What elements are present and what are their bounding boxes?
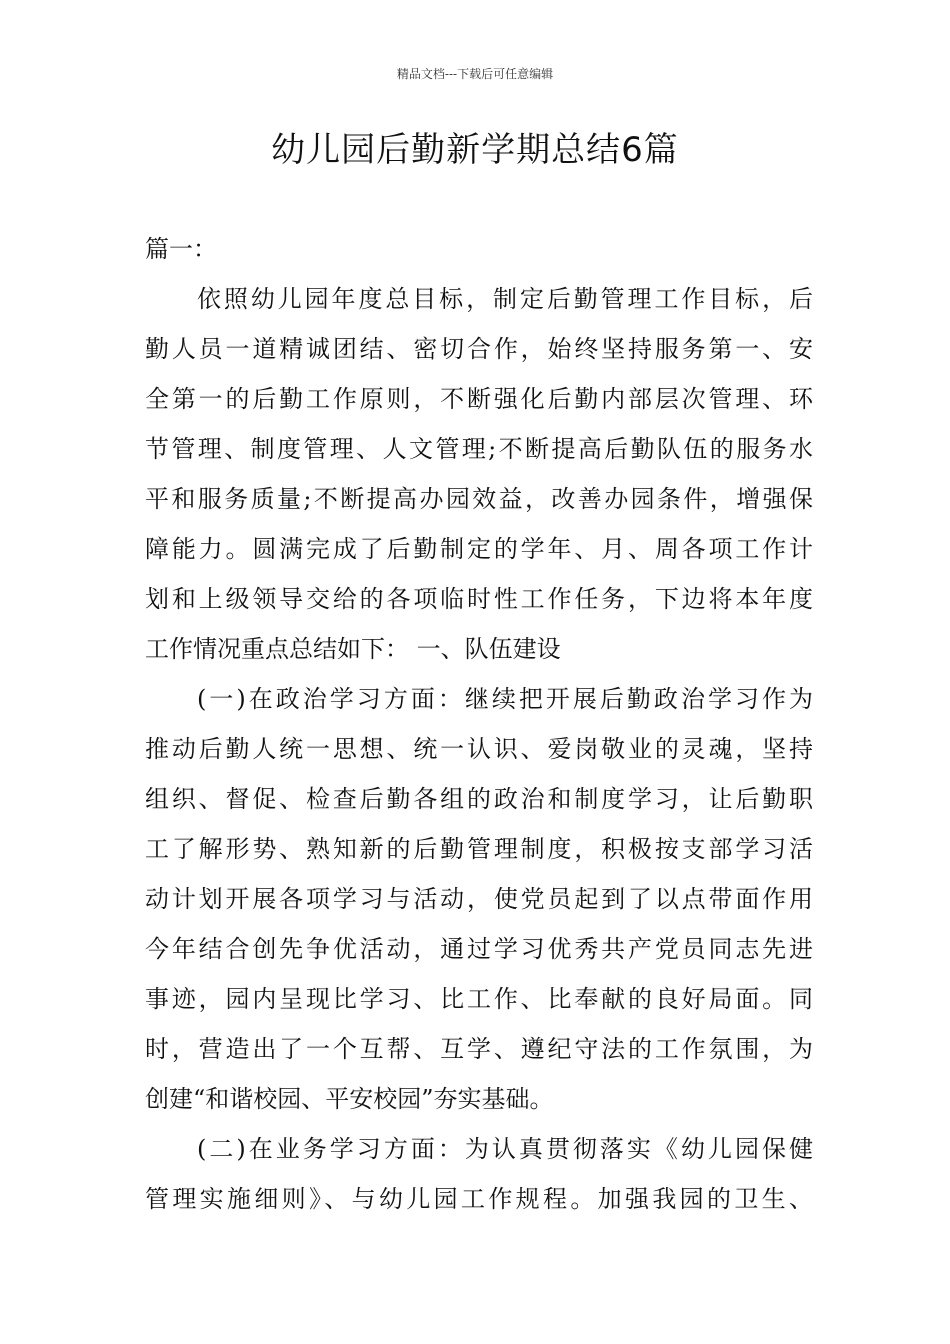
- paragraph-line: 事迹，园内呈现比学习、比工作、比奉献的良好局面。同: [145, 985, 813, 1013]
- paragraph-line: 依照幼儿园年度总目标，制定后勤管理工作目标，后: [197, 285, 813, 313]
- header-note: 精品文档---下载后可任意编辑: [396, 67, 554, 81]
- paragraph-line: 勤人员一道精诚团结、密切合作，始终坚持服务第一、安: [145, 335, 813, 363]
- paragraph-line: 今年结合创先争优活动，通过学习优秀共产党员同志先进: [145, 935, 813, 963]
- paragraph-line: 划和上级领导交给的各项临时性工作任务，下边将本年度: [145, 585, 813, 613]
- paragraph-line: 节管理、制度管理、人文管理;不断提高后勤队伍的服务水: [145, 435, 813, 463]
- paragraph-line: 全第一的后勤工作原则，不断强化后勤内部层次管理、环: [145, 385, 813, 413]
- paragraph-line: 工作情况重点总结如下： 一、队伍建设: [145, 635, 561, 663]
- paragraph-line: 动计划开展各项学习与活动，使党员起到了以点带面作用: [145, 885, 813, 913]
- paragraph-line: 障能力。圆满完成了后勤制定的学年、月、周各项工作计: [145, 535, 813, 563]
- paragraph-line: (一)在政治学习方面：继续把开展后勤政治学习作为: [197, 685, 813, 713]
- document-title: 幼儿园后勤新学期总结6篇: [271, 130, 679, 170]
- paragraph-1: [145, 274, 813, 674]
- paragraph-line: 管理实施细则》、与幼儿园工作规程。加强我园的卫生、: [145, 1185, 813, 1213]
- section-label: 篇一：: [145, 235, 217, 263]
- paragraph-line: 推动后勤人统一思想、统一认识、爱岗敬业的灵魂，坚持: [145, 735, 813, 763]
- paragraph-line: 创建“和谐校园、平安校园”夯实基础。: [145, 1085, 554, 1113]
- paragraph-line: 工了解形势、熟知新的后勤管理制度，积极按支部学习活: [145, 835, 813, 863]
- paragraph-2: [145, 674, 813, 1124]
- document-body: [145, 224, 813, 1224]
- paragraph-line: 平和服务质量;不断提高办园效益，改善办园条件，增强保: [145, 485, 813, 513]
- paragraph-line: (二)在业务学习方面：为认真贯彻落实《幼儿园保健: [197, 1135, 813, 1163]
- paragraph-line: 时，营造出了一个互帮、互学、遵纪守法的工作氛围，为: [145, 1035, 813, 1063]
- paragraph-3: [145, 1124, 813, 1224]
- paragraph-line: 组织、督促、检查后勤各组的政治和制度学习，让后勤职: [145, 785, 813, 813]
